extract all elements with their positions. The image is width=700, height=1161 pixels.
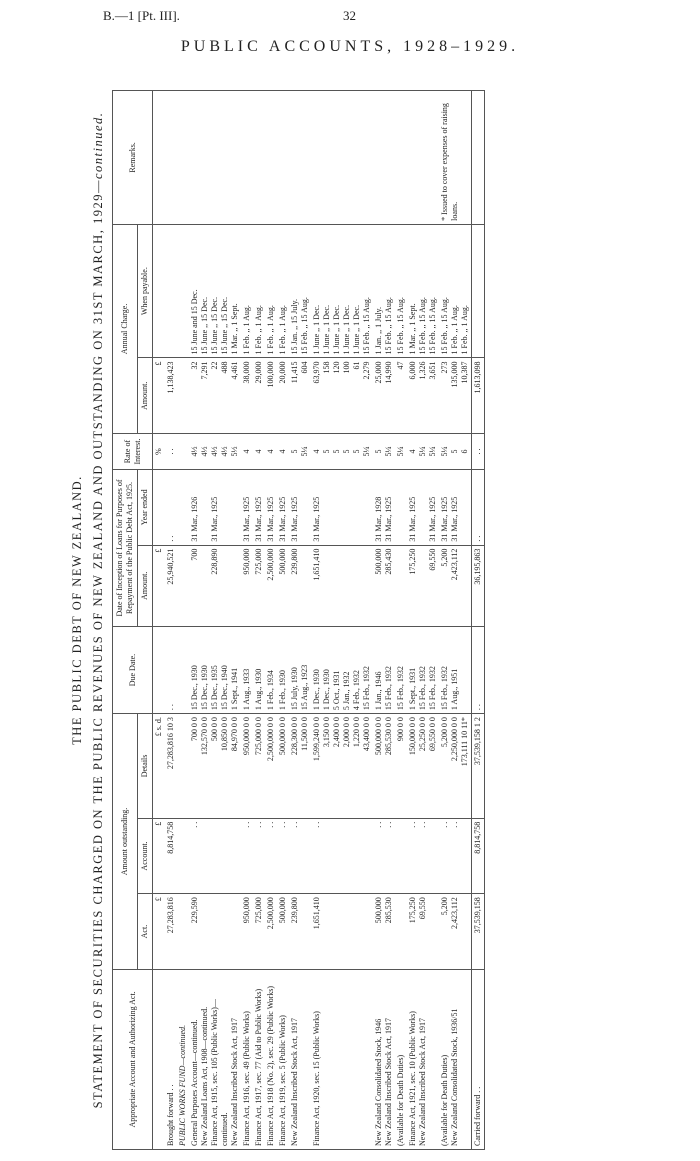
- cell-account: . .: [265, 818, 277, 894]
- cell-amt: 273 135,000 10,387: [439, 358, 472, 434]
- cell-due: [177, 626, 189, 713]
- cell-details: 5,200 0 0 2,250,000 0 0 173,111 10 11*: [439, 714, 472, 819]
- cell-act: 500,000 285,530: [373, 894, 395, 970]
- table-row: [407, 91, 439, 1150]
- cell-when: 1 Jan. ,, 1 July. 15 Feb. ,, 15 Aug.: [373, 224, 395, 358]
- cell-due: 1 Feb., 1930: [277, 626, 289, 713]
- col-remarks: Remarks.: [113, 91, 153, 225]
- cell-rate: 5¼: [395, 434, 407, 470]
- col-details: Details: [138, 714, 153, 819]
- col-year-ended: Year ended: [138, 470, 153, 546]
- cell-act: 725,000: [253, 894, 265, 970]
- cell-account: . . . .: [439, 818, 472, 894]
- cell-year: . .: [165, 470, 177, 546]
- table-title: THE PUBLIC DEBT OF NEW ZEALAND.: [70, 475, 84, 745]
- cell-app: (Available for Death Duties) New Zealand Consolidated Stock, 1936/51: [439, 969, 472, 1149]
- cell-inc: 239,800: [289, 545, 311, 626]
- unit-inc: £: [153, 545, 166, 626]
- cell-remarks: [395, 91, 407, 225]
- cell-rate: . .: [472, 434, 485, 470]
- cell-year: . .: [472, 470, 485, 546]
- col-inception: Date of Inception of Loans for Purposes of Repayment of the Public Debt Act, 1925.: [113, 470, 138, 627]
- col-when: When payable.: [138, 224, 153, 358]
- table-row: [277, 91, 289, 1150]
- cell-remarks: [177, 91, 189, 225]
- table-row: [189, 91, 241, 1150]
- table-row: [439, 91, 472, 1150]
- cell-act: 5,200 2,423,112: [439, 894, 472, 970]
- cell-amt: 32 7,291 22 488 4,461: [189, 358, 241, 434]
- cell-account: . . . .: [373, 818, 395, 894]
- cell-app: Finance Act, 1918 (No. 2), sec. 29 (Public Works): [265, 969, 277, 1149]
- cell-app: Brought forward . .: [165, 969, 177, 1149]
- units-row: [153, 91, 166, 1150]
- cell-remarks: [289, 91, 311, 225]
- cell-inc: 175,250 69,550: [407, 545, 439, 626]
- unit-amt: £: [153, 358, 166, 434]
- cell-rate: 4½ 4½ 4½ 4½ 5½: [189, 434, 241, 470]
- cell-details: 2,500,000 0 0: [265, 714, 277, 819]
- unit-details: £ s. d.: [153, 714, 166, 819]
- cell-year: [177, 470, 189, 546]
- cell-when: [177, 224, 189, 358]
- cell-remarks: [253, 91, 265, 225]
- cell-rate: 4: [241, 434, 253, 470]
- cell-rate: [177, 434, 189, 470]
- debt-table: [112, 90, 485, 1150]
- table-body: [153, 91, 485, 1150]
- table-row: [311, 91, 373, 1150]
- cell-account: . .: [253, 818, 265, 894]
- cell-when: 1 Mar. ,, 1 Sept. 15 Feb. ,, 15 Aug. 15 Feb. ,, 15 Aug.: [407, 224, 439, 358]
- cell-due: 15 Feb., 1932 1 Aug., 1951: [439, 626, 472, 713]
- cell-details: 950,000 0 0: [241, 714, 253, 819]
- col-due: Due Date.: [113, 626, 153, 713]
- cell-year: 31 Mar., 1925 31 Mar., 1925: [439, 470, 472, 546]
- cell-when: 15 Feb. ,, 15 Aug.: [395, 224, 407, 358]
- unit-when: [153, 224, 166, 358]
- cell-amt: 20,000: [277, 358, 289, 434]
- table-subtitle: [91, 70, 106, 1150]
- cell-app: Finance Act, 1920, sec. 15 (Public Works): [311, 969, 373, 1149]
- cell-due: 1 Jan., 1946 15 Feb., 1932: [373, 626, 395, 713]
- unit-remarks: [153, 91, 166, 225]
- col-account: Account.: [138, 818, 153, 894]
- cell-account: . .: [277, 818, 289, 894]
- cell-act: 950,000: [241, 894, 253, 970]
- page-heading: PUBLIC ACCOUNTS, 1928–1929.: [180, 38, 520, 55]
- cell-act: 2,500,000: [265, 894, 277, 970]
- subtitle-continued: continued.: [91, 111, 105, 180]
- cell-due: 15 Dec., 1930 15 Dec., 1930 15 Dec., 1935 15 Dec., 1940 1 Sept., 1941: [189, 626, 241, 713]
- cell-remarks: [189, 91, 241, 225]
- cell-account: . .: [311, 818, 373, 894]
- cell-inc: 5,200 2,423,112: [439, 545, 472, 626]
- cell-act: 37,539,158: [472, 894, 485, 970]
- cell-when: 15 Feb. ,, 15 Aug. 1 Feb. ,, 1 Aug. 1 Feb. ,, 1 Aug.: [439, 224, 472, 358]
- unit-act: £: [153, 894, 166, 970]
- cell-due: 1 Aug., 1930: [253, 626, 265, 713]
- cell-account: . .: [189, 818, 241, 894]
- table-row: [395, 91, 407, 1150]
- cell-details: 150,000 0 0 25,250 0 0 69,550 0 0: [407, 714, 439, 819]
- cell-act: 500,000: [277, 894, 289, 970]
- cell-year: 31 Mar., 1925: [253, 470, 265, 546]
- table-row: [241, 91, 253, 1150]
- cell-amt: 63,970 158 120 100 61 2,279: [311, 358, 373, 434]
- cell-when: 1 Feb. ,, 1 Aug.: [241, 224, 253, 358]
- unit-app: [153, 969, 166, 1149]
- unit-due: [153, 626, 166, 713]
- cell-app: PUBLIC WORKS FUND—continued.: [177, 969, 189, 1149]
- cell-details: 700 0 0 132,570 0 0 500 0 0 10,850 0 0 84,970 0 0: [189, 714, 241, 819]
- cell-app: Finance Act, 1917, sec. 77 (Aid to Public Works): [253, 969, 265, 1149]
- cell-act: 175,250 69,550: [407, 894, 439, 970]
- cell-inc: 1,651,410: [311, 545, 373, 626]
- cell-due: 15 Feb., 1932: [395, 626, 407, 713]
- col-rate: Rate of Interest.: [113, 434, 153, 470]
- cell-year: [395, 470, 407, 546]
- cell-when: 15 June and 15 Dec. 15 June ,, 15 Dec. 15 June ,, 15 Dec. 15 June ,, 15 Dec. 1 Mar. ,, 1 Sept.: [189, 224, 241, 358]
- cell-rate: . .: [165, 434, 177, 470]
- cell-amt: 47: [395, 358, 407, 434]
- cell-account: [395, 818, 407, 894]
- cell-when: 1 Feb. ,, 1 Aug.: [265, 224, 277, 358]
- cell-rate: 4 5 5 5 5 5¼: [311, 434, 373, 470]
- cell-when: 1 Feb. ,, 1 Aug.: [277, 224, 289, 358]
- cell-when: 1 June ,, 1 Dec. 1 June ,, 1 Dec. 1 June ,, 1 Dec. 1 June ,, 1 Dec. 1 June ,, 1 Dec. 15 Feb. ,, 15 Aug.: [311, 224, 373, 358]
- col-ann-amount: Amount.: [138, 358, 153, 434]
- table-row: [373, 91, 395, 1150]
- cell-due: 1 Feb., 1934: [265, 626, 277, 713]
- cell-year: 31 Mar., 1925: [289, 470, 311, 546]
- cell-due: 15 July, 1930 15 Aug., 1923: [289, 626, 311, 713]
- cell-amt: [177, 358, 189, 434]
- unit-year: [153, 470, 166, 546]
- cell-inc: 700 228,890: [189, 545, 241, 626]
- cell-details: 228,300 0 0 11,500 0 0: [289, 714, 311, 819]
- cell-remarks: [373, 91, 395, 225]
- cell-act: 27,283,816: [165, 894, 177, 970]
- cell-inc: 25,940,521: [165, 545, 177, 626]
- cell-details: 725,000 0 0: [253, 714, 265, 819]
- cell-app: Carried forward . .: [472, 969, 485, 1149]
- cell-amt: 38,000: [241, 358, 253, 434]
- cell-remarks: [241, 91, 253, 225]
- cell-rate: 4: [277, 434, 289, 470]
- table-row: [177, 91, 189, 1150]
- cell-app: General Purposes Account—continued. New Zealand Loans Act, 1908—continued. Finance Act, 1915, sec. 105 (Public Works)—continued. New Zealand Inscribed Stock Act, 1917: [189, 969, 241, 1149]
- cell-app: Finance Act, 1921, sec. 10 (Public Works) New Zealand Inscribed Stock Act, 1917: [407, 969, 439, 1149]
- cell-inc: 950,000: [241, 545, 253, 626]
- cell-details: 900 0 0: [395, 714, 407, 819]
- cell-year: 31 Mar., 1925: [265, 470, 277, 546]
- cell-rate: 5 5¼: [373, 434, 395, 470]
- table-row: [472, 91, 485, 1150]
- unit-rate: %: [153, 434, 166, 470]
- table-row: [165, 91, 177, 1150]
- cell-remarks: * Issued to cover expenses of raising loans.: [439, 91, 472, 225]
- cell-year: 31 Mar., 1928 31 Mar., 1925: [373, 470, 395, 546]
- cell-rate: 5¼ 5 6: [439, 434, 472, 470]
- cell-remarks: [265, 91, 277, 225]
- cell-remarks: [311, 91, 373, 225]
- table-row: [289, 91, 311, 1150]
- cell-rate: 4: [265, 434, 277, 470]
- subtitle-main: STATEMENT OF SECURITIES CHARGED ON THE PUBLIC REVENUES OF NEW ZEALAND AND OUTSTANDING ON 31ST MARCH, 1929—: [91, 179, 105, 1109]
- cell-remarks: [407, 91, 439, 225]
- cell-year: 31 Mar., 1925 31 Mar., 1925: [407, 470, 439, 546]
- cell-due: . .: [472, 626, 485, 713]
- cell-details: 500,000 0 0: [277, 714, 289, 819]
- cell-amt: 25,000 14,990: [373, 358, 395, 434]
- cell-act: 229,590: [189, 894, 241, 970]
- cell-details: 500,000 0 0 285,530 0 0: [373, 714, 395, 819]
- col-appropriate: Appropriate Account and Authorizing Act.: [113, 969, 153, 1149]
- cell-due: 1 Dec., 1930 1 Dec., 1930 5 Oct., 1931 5 Jan., 1932 4 Feb., 1932 15 Feb., 1932: [311, 626, 373, 713]
- cell-inc: 725,000: [253, 545, 265, 626]
- unit-account: £: [153, 818, 166, 894]
- cell-rate: 5 5¼: [289, 434, 311, 470]
- cell-amt: 1,138,423: [165, 358, 177, 434]
- cell-inc: 2,500,000: [265, 545, 277, 626]
- cell-inc: 36,195,863: [472, 545, 485, 626]
- cell-year: 31 Mar., 1925: [241, 470, 253, 546]
- rotated-table-block: [70, 70, 630, 1150]
- cell-remarks: [165, 91, 177, 225]
- cell-account: [177, 818, 189, 894]
- cell-app: (Available for Death Duties): [395, 969, 407, 1149]
- cell-when: 1 Feb. ,, 1 Aug.: [253, 224, 265, 358]
- col-act: Act.: [138, 894, 153, 970]
- cell-inc: [395, 545, 407, 626]
- cell-act: 239,800: [289, 894, 311, 970]
- cell-account: 8,814,758: [472, 818, 485, 894]
- col-outstanding: Amount outstanding.: [113, 714, 138, 970]
- col-inc-amount: Amount.: [138, 545, 153, 626]
- cell-when: [472, 224, 485, 358]
- cell-inc: [177, 545, 189, 626]
- table-row: [253, 91, 265, 1150]
- cell-amt: 100,000: [265, 358, 277, 434]
- cell-act: [395, 894, 407, 970]
- cell-due: 1 Aug., 1933: [241, 626, 253, 713]
- cell-amt: 11,415 604: [289, 358, 311, 434]
- cell-details: 27,283,816 10 3: [165, 714, 177, 819]
- cell-account: 8,814,758: [165, 818, 177, 894]
- cell-details: [177, 714, 189, 819]
- cell-inc: 500,000 285,430: [373, 545, 395, 626]
- cell-act: [177, 894, 189, 970]
- cell-year: 31 Mar., 1925: [277, 470, 289, 546]
- table-row: [265, 91, 277, 1150]
- cell-year: 31 Mar., 1925: [311, 470, 373, 546]
- cell-account: . . . .: [407, 818, 439, 894]
- cell-amt: 29,000: [253, 358, 265, 434]
- cell-details: 37,539,158 1 2: [472, 714, 485, 819]
- cell-when: [165, 224, 177, 358]
- col-annual: Annual Charge.: [113, 224, 138, 433]
- cell-act: 1,651,410: [311, 894, 373, 970]
- cell-inc: 500,000: [277, 545, 289, 626]
- cell-remarks: [472, 91, 485, 225]
- cell-app: Finance Act, 1919, sec. 5 (Public Works): [277, 969, 289, 1149]
- cell-amt: 1,613,098: [472, 358, 485, 434]
- cell-rate: 4: [253, 434, 265, 470]
- cell-amt: 6,000 1,326 3,651: [407, 358, 439, 434]
- cell-app: New Zealand Inscribed Stock Act, 1917: [289, 969, 311, 1149]
- cell-year: 31 Mar., 1926 31 Mar., 1925: [189, 470, 241, 546]
- header-row-1: [113, 91, 138, 1150]
- cell-rate: 4 5¼ 5¼: [407, 434, 439, 470]
- cell-remarks: [277, 91, 289, 225]
- cell-details: 1,599,240 0 0 3,150 0 0 2,400 0 0 2,000 0 0 1,220 0 0 43,400 0 0: [311, 714, 373, 819]
- cell-account: . .: [241, 818, 253, 894]
- page-reference: B.—1 [Pt. III].: [103, 8, 180, 23]
- cell-app: Finance Act, 1916, sec. 49 (Public Works): [241, 969, 253, 1149]
- cell-due: 1 Sept., 1931 15 Feb., 1932 15 Feb., 1932: [407, 626, 439, 713]
- page-number: 32: [343, 8, 356, 23]
- cell-account: . .: [289, 818, 311, 894]
- cell-app: New Zealand Consolidated Stock, 1946 New Zealand Inscribed Stock Act, 1917: [373, 969, 395, 1149]
- cell-when: 15 Jan. ,, 15 July. 15 Feb. ,, 15 Aug.: [289, 224, 311, 358]
- cell-due: . .: [165, 626, 177, 713]
